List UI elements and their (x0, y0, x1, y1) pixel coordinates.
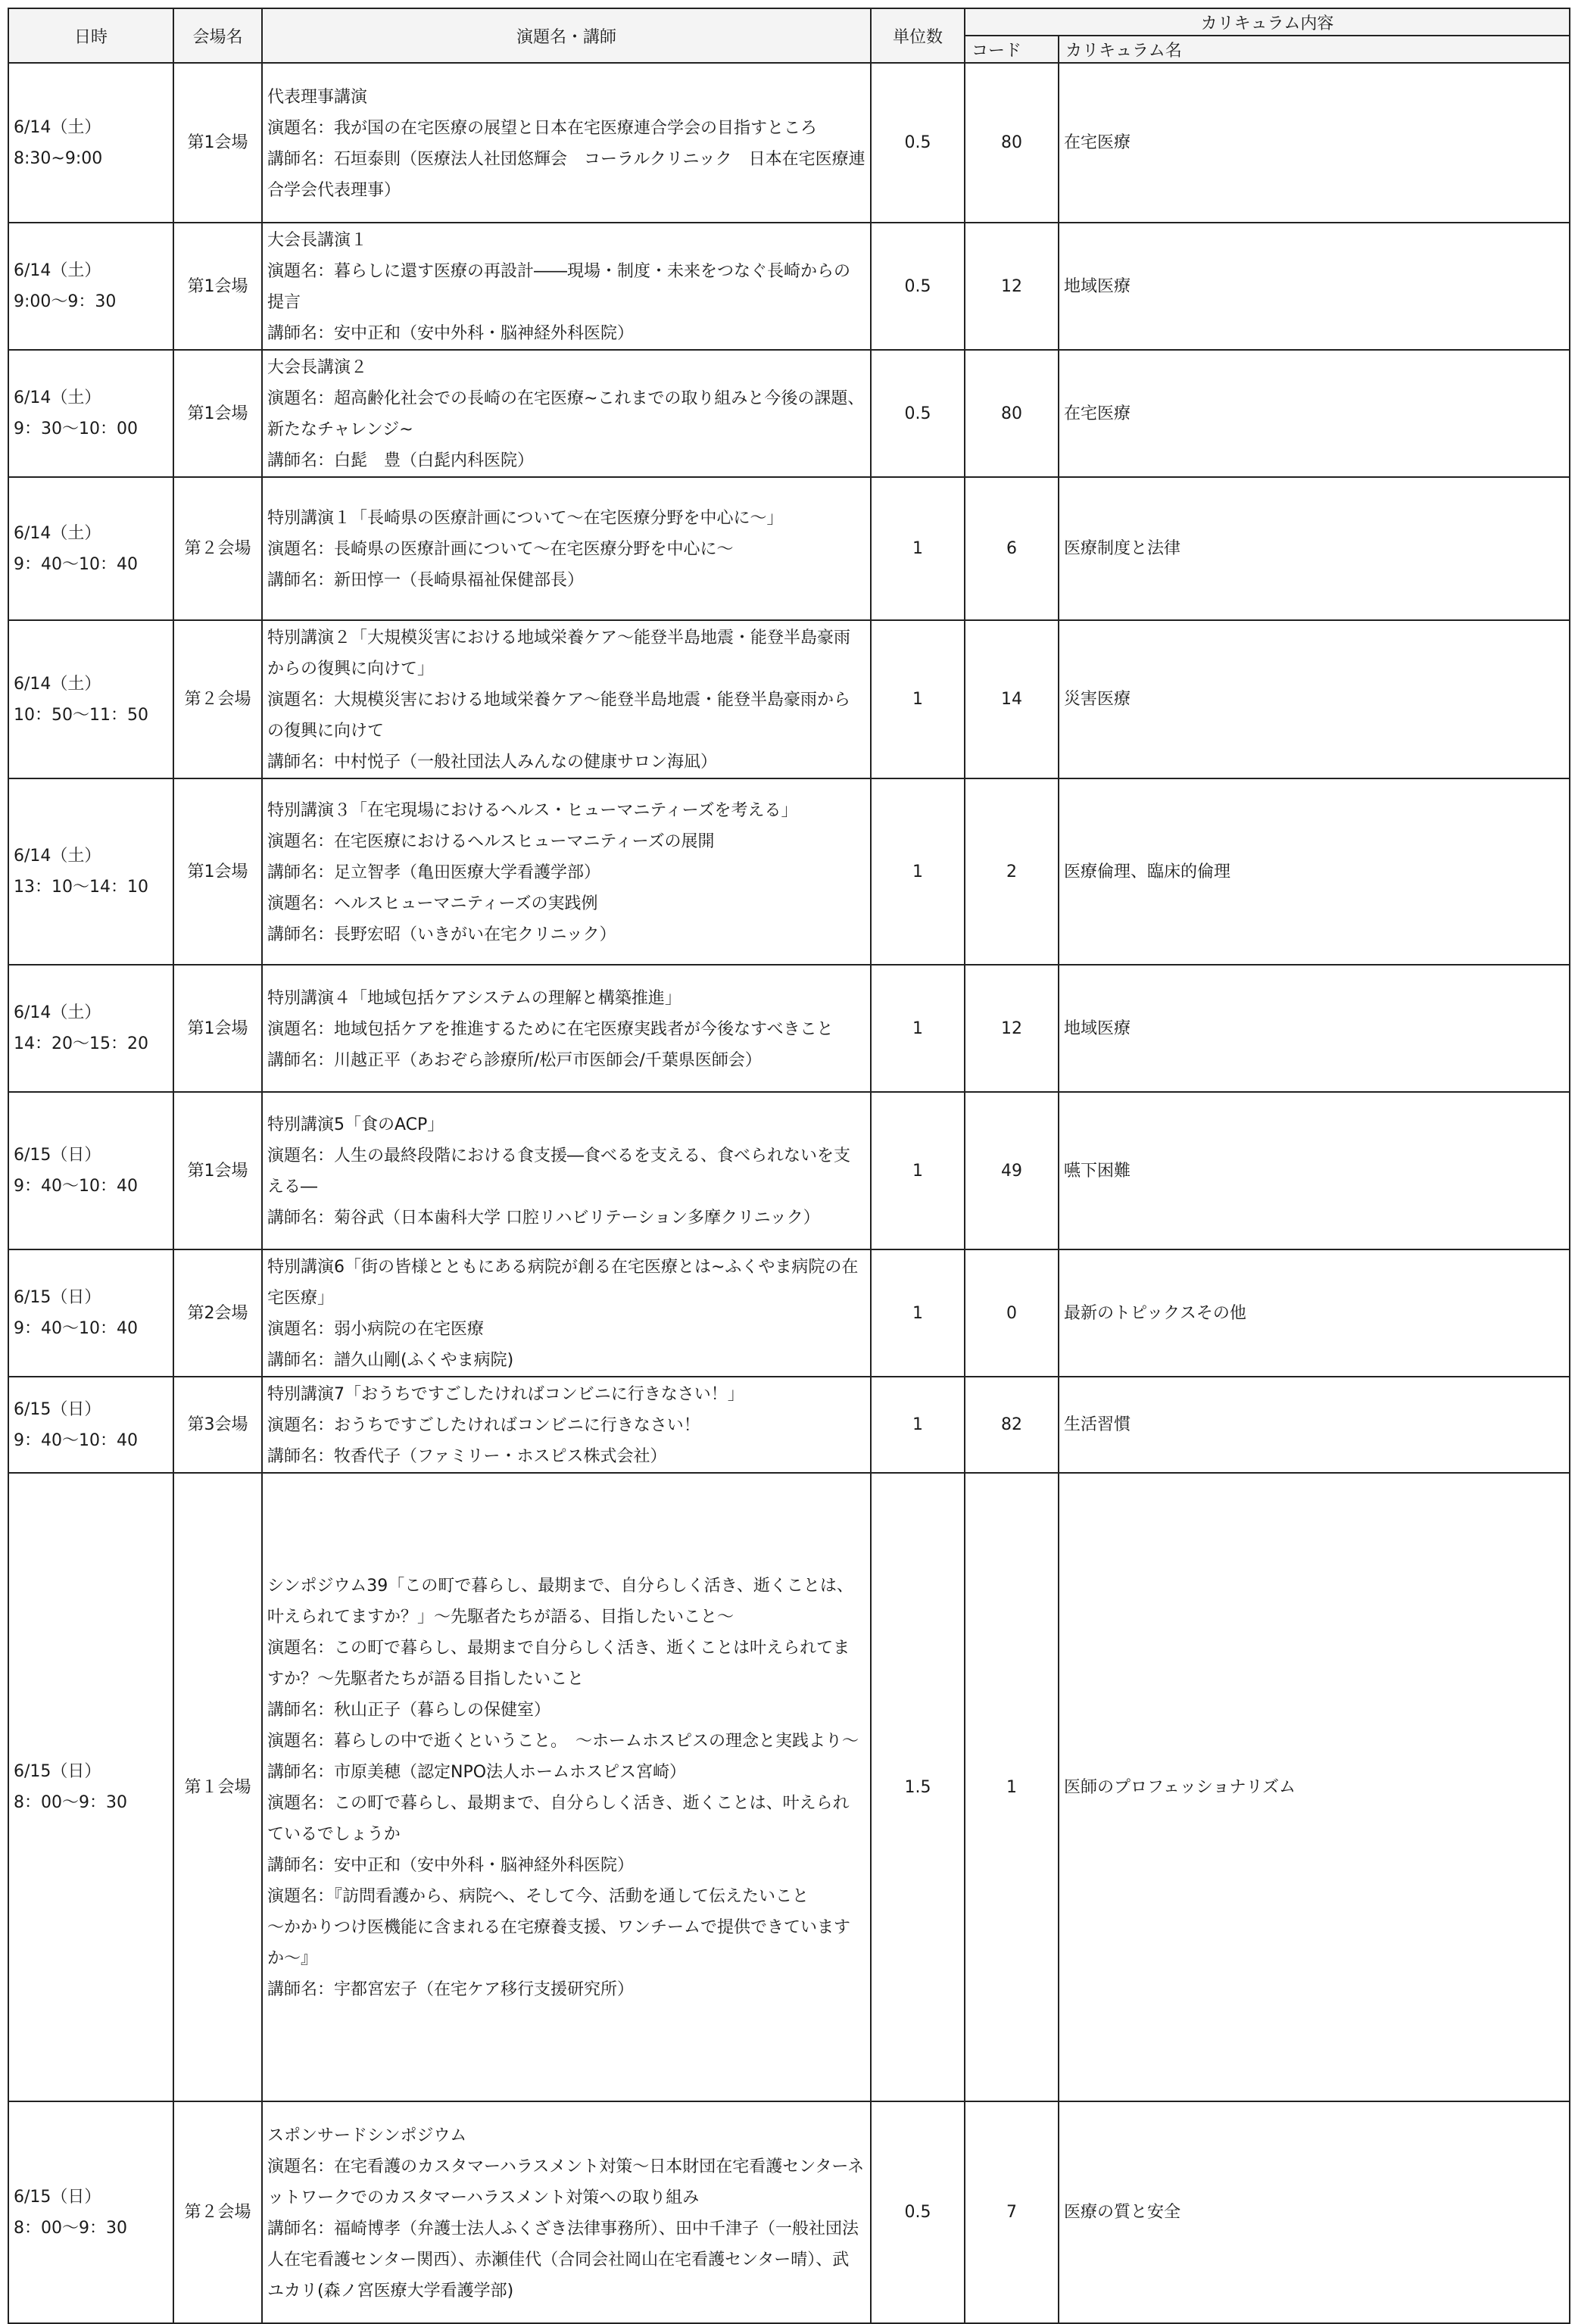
session-line: 特別講演３「在宅現場におけるヘルス・ヒューマニティーズを考える」 (267, 800, 798, 820)
session-line: 講師名：長野宏昭（いきがい在宅クリニック） (267, 925, 616, 944)
session-venue: 第２会場 (173, 477, 262, 620)
header-date: 日時 (8, 8, 173, 63)
session-line: 特別講演5「食のACP」 (267, 1115, 444, 1134)
session-line: 代表理事講演 (267, 87, 368, 107)
session-line: 特別講演7「おうちですごしたければコンビニに行きなさい！」 (267, 1385, 744, 1404)
session-line: 講師名：宇都宮宏子（在宅ケア移行支援研究所） (267, 1980, 635, 1999)
header-title: 演題名・講師 (262, 8, 871, 63)
session-line: 演題名：暮らしの中で逝くということ。 〜ホームホスピスの理念と実践より〜 (267, 1732, 859, 1751)
session-line: 講師名：市原美穂（認定NPO法人ホームホスピス宮崎） (267, 1763, 687, 1782)
session-line: 演題名：我が国の在宅医療の展望と日本在宅医療連合学会の目指すところ (267, 118, 818, 138)
curriculum-code: 12 (965, 965, 1059, 1092)
session-venue: 第１会場 (173, 1473, 262, 2101)
session-date: 6/14（土） 9:00〜9：30 (8, 223, 173, 350)
table-row (8, 1377, 1570, 1473)
curriculum-name: 医療倫理、臨床的倫理 (1059, 778, 1570, 965)
header-curriculum: カリキュラム内容 (965, 8, 1570, 36)
session-line: 講師名：新田惇一（長崎県福祉保健部長） (267, 571, 585, 590)
session-title (262, 778, 871, 965)
curriculum-name: 生活習慣 (1059, 1377, 1570, 1473)
curriculum-code: 80 (965, 63, 1059, 223)
session-date: 6/15（日） 9：40〜10：40 (8, 1092, 173, 1249)
header-curriculum-name: カリキュラム名 (1059, 36, 1570, 63)
table-row (8, 1473, 1570, 2101)
session-units: 1 (871, 477, 965, 620)
session-venue: 第1会場 (173, 778, 262, 965)
session-date: 6/14（土） 14：20〜15：20 (8, 965, 173, 1092)
session-line: 大会長講演１ (267, 231, 368, 250)
session-line: 講師名：足立智孝（亀田医療大学看護学部） (267, 863, 601, 882)
session-line: 講師名：譜久山剛(ふくやま病院) (267, 1351, 514, 1370)
session-date: 6/14（土） 13：10〜14：10 (8, 778, 173, 965)
session-date: 6/15（日） 8：00〜9：30 (8, 2101, 173, 2323)
session-venue: 第２会場 (173, 2101, 262, 2323)
session-date: 6/14（土） 10：50〜11：50 (8, 620, 173, 778)
session-line: 演題名：在宅看護のカスタマーハラスメント対策〜日本財団在宅看護センターネットワークでのカスタマーハラスメント対策への取り組み (267, 2157, 865, 2207)
session-units: 0.5 (871, 223, 965, 350)
session-line: 特別講演２「大規模災害における地域栄養ケア〜能登半島地震・能登半島豪雨からの復興に向けて」 (267, 629, 851, 678)
curriculum-name: 最新のトピックスその他 (1059, 1249, 1570, 1377)
session-units: 0.5 (871, 2101, 965, 2323)
curriculum-code: 1 (965, 1473, 1059, 2101)
session-units: 0.5 (871, 63, 965, 223)
curriculum-code: 0 (965, 1249, 1059, 1377)
session-venue: 第1会場 (173, 1092, 262, 1249)
curriculum-name: 医療制度と法律 (1059, 477, 1570, 620)
curriculum-code: 82 (965, 1377, 1059, 1473)
session-title (262, 63, 871, 223)
table-body (8, 63, 1570, 2323)
session-title (262, 1092, 871, 1249)
session-line: 講師名：牧香代子（ファミリー・ホスピス株式会社） (267, 1447, 667, 1466)
curriculum-code: 14 (965, 620, 1059, 778)
table-row (8, 965, 1570, 1092)
session-line: スポンサードシンポジウム (267, 2126, 467, 2145)
session-date: 6/14（土） 9：40〜10：40 (8, 477, 173, 620)
session-line: 演題名：人生の最終段階における食支援―食べるを支える、食べられないを支える― (267, 1146, 851, 1196)
session-units: 1.5 (871, 1473, 965, 2101)
session-date: 6/15（日） 8：00〜9：30 (8, 1473, 173, 2101)
curriculum-code: 12 (965, 223, 1059, 350)
header-venue: 会場名 (173, 8, 262, 63)
session-title (262, 223, 871, 350)
session-venue: 第２会場 (173, 620, 262, 778)
table-row (8, 223, 1570, 350)
session-title (262, 1249, 871, 1377)
session-line: 演題名：暮らしに還す医療の再設計――現場・制度・未来をつなぐ長崎からの提言 (267, 262, 851, 312)
session-venue: 第1会場 (173, 223, 262, 350)
session-title (262, 2101, 871, 2323)
session-line: 演題名：弱小病院の在宅医療 (267, 1320, 485, 1339)
session-venue: 第1会場 (173, 63, 262, 223)
session-venue: 第3会場 (173, 1377, 262, 1473)
session-line: 講師名：福崎博孝（弁護士法人ふくざき法律事務所）、田中千津子（一般社団法人在宅看護センター関西）、赤瀬佳代（合同会社岡山在宅看護センター晴）、武ユカリ(森ノ宮医療大学看護学部) (267, 2219, 859, 2301)
session-line: 講師名：川越正平（あおぞら診療所/松戸市医師会/千葉県医師会） (267, 1050, 762, 1070)
session-line: 演題名：長崎県の医療計画について〜在宅医療分野を中心に〜 (267, 540, 734, 559)
session-title (262, 965, 871, 1092)
table-row (8, 63, 1570, 223)
table-row (8, 2101, 1570, 2323)
table-row (8, 477, 1570, 620)
curriculum-code: 2 (965, 778, 1059, 965)
session-date: 6/15（日） 9：40〜10：40 (8, 1377, 173, 1473)
session-line: 大会長講演２ (267, 358, 368, 377)
curriculum-code: 7 (965, 2101, 1059, 2323)
session-venue: 第1会場 (173, 350, 262, 477)
session-line: 演題名：超高齢化社会での長崎の在宅医療~これまでの取り組みと今後の課題、新たなチャレンジ~ (267, 389, 865, 439)
session-title (262, 477, 871, 620)
session-line: 特別講演４「地域包括ケアシステムの理解と構築推進」 (267, 988, 681, 1008)
session-line: 演題名：この町で暮らし、最期まで、自分らしく活き、逝くことは、叶えられているでしょうか (267, 1794, 850, 1844)
session-line: 演題名：おうちですごしたければコンビニに行きなさい！ (267, 1416, 700, 1435)
session-title (262, 1473, 871, 2101)
session-title (262, 350, 871, 477)
session-line: 講師名：安中正和（安中外科・脳神経外科医院） (267, 1856, 635, 1875)
session-venue: 第2会場 (173, 1249, 262, 1377)
session-units: 1 (871, 778, 965, 965)
curriculum-name: 嚥下困難 (1059, 1092, 1570, 1249)
session-units: 1 (871, 1092, 965, 1249)
session-line: 講師名：中村悦子（一般社団法人みんなの健康サロン海凪） (267, 753, 718, 772)
table-row (8, 1092, 1570, 1249)
curriculum-name: 医療の質と安全 (1059, 2101, 1570, 2323)
session-units: 1 (871, 620, 965, 778)
session-line: 講師名：安中正和（安中外科・脳神経外科医院） (267, 324, 635, 343)
curriculum-code: 49 (965, 1092, 1059, 1249)
session-line: 〜かかりつけ医機能に含まれる在宅療養支援、ワンチームで提供できていますか〜』 (267, 1918, 851, 1968)
session-venue: 第1会場 (173, 965, 262, 1092)
session-units: 1 (871, 1249, 965, 1377)
session-units: 0.5 (871, 350, 965, 477)
curriculum-name: 在宅医療 (1059, 350, 1570, 477)
header-units: 単位数 (871, 8, 965, 63)
session-line: 講師名：白髭 豊（白髭内科医院） (267, 451, 535, 470)
curriculum-code: 80 (965, 350, 1059, 477)
curriculum-table (8, 8, 1570, 2324)
curriculum-name: 地域医療 (1059, 965, 1570, 1092)
curriculum-name: 災害医療 (1059, 620, 1570, 778)
table-row (8, 350, 1570, 477)
session-date: 6/14（土） 8:30~9:00 (8, 63, 173, 223)
session-title (262, 1377, 871, 1473)
session-line: 特別講演6「街の皆様とともにある病院が創る在宅医療とは~ふくやま病院の在宅医療」 (267, 1258, 859, 1308)
table-row (8, 1249, 1570, 1377)
header-code: コード (965, 36, 1059, 63)
session-line: 演題名：ヘルスヒューマニティーズの実践例 (267, 894, 598, 913)
session-line: シンポジウム39「この町で暮らし、最期まで、自分らしく活き、逝くことは、叶えられてますか？」〜先駆者たちが語る、目指したいこと〜 (267, 1577, 853, 1627)
curriculum-name: 在宅医療 (1059, 63, 1570, 223)
session-line: 講師名：石垣泰則（医療法人社団悠輝会 コーラルクリニック 日本在宅医療連合学会代表理事） (267, 149, 865, 200)
table-row (8, 778, 1570, 965)
session-line: 演題名：『訪問看護から、病院へ、そして今、活動を通して伝えたいこと (267, 1887, 809, 1906)
session-line: 演題名：在宅医療におけるヘルスヒューマニティーズの展開 (267, 831, 715, 851)
session-line: 演題名：この町で暮らし、最期まで自分らしく活き、逝くことは叶えられてますか？〜先駆者たちが語る目指したいこと (267, 1639, 850, 1689)
table-row (8, 620, 1570, 778)
curriculum-code: 6 (965, 477, 1059, 620)
session-line: 特別講演１「長崎県の医療計画について〜在宅医療分野を中心に〜」 (267, 509, 784, 528)
session-units: 1 (871, 965, 965, 1092)
curriculum-name: 医師のプロフェッショナリズム (1059, 1473, 1570, 2101)
session-units: 1 (871, 1377, 965, 1473)
session-line: 講師名：菊谷武（日本歯科大学 口腔リハビリテーション多摩クリニック） (267, 1209, 820, 1228)
session-line: 演題名：地域包括ケアを推進するために在宅医療実践者が今後なすべきこと (267, 1019, 834, 1039)
session-line: 講師名：秋山正子（暮らしの保健室） (267, 1701, 551, 1720)
session-title (262, 620, 871, 778)
session-date: 6/15（日） 9：40〜10：40 (8, 1249, 173, 1377)
session-date: 6/14（土） 9：30〜10：00 (8, 350, 173, 477)
session-line: 演題名：大規模災害における地域栄養ケア〜能登半島地震・能登半島豪雨からの復興に向けて (267, 691, 851, 741)
curriculum-name: 地域医療 (1059, 223, 1570, 350)
